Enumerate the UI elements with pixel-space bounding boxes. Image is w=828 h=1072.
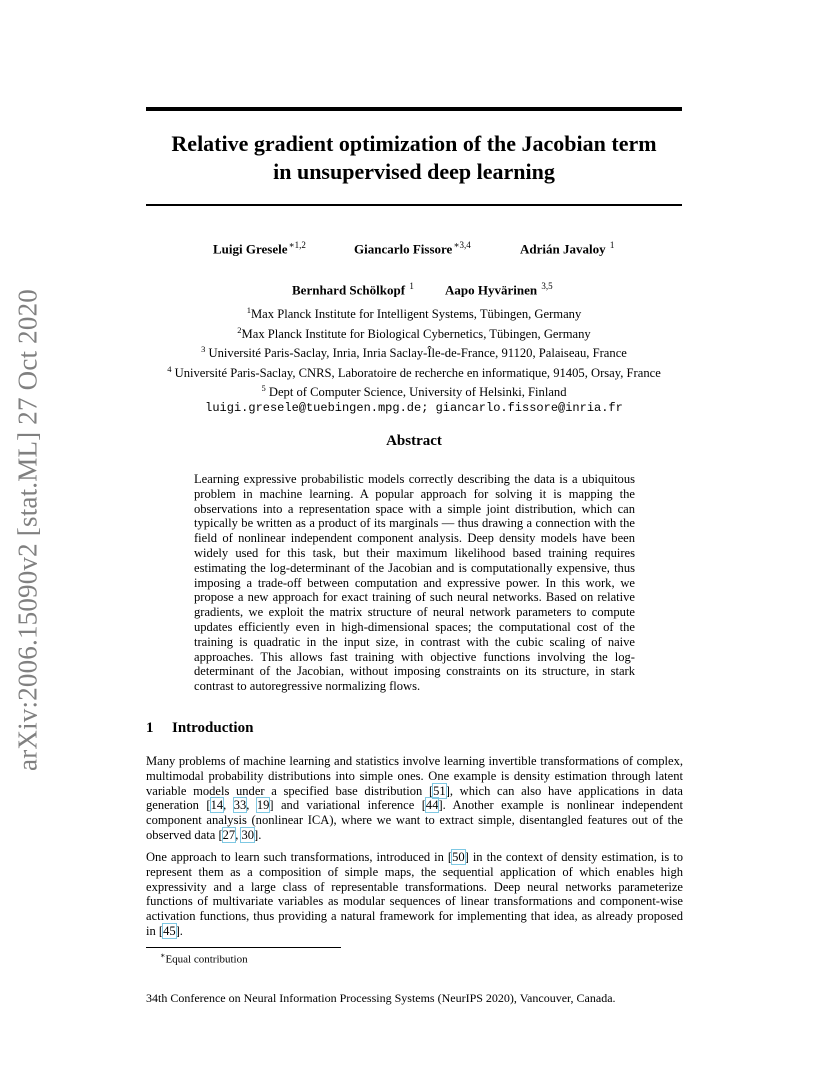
section-heading-introduction bbox=[146, 720, 253, 737]
paper-title bbox=[146, 130, 682, 186]
intro-paragraph-1 bbox=[146, 754, 683, 843]
arxiv-identifier-stamp: arXiv:2006.15090v2 [stat.ML] 27 Oct 2020 bbox=[12, 289, 43, 771]
affiliation-1: $^1$Max Planck Institute for Intelligent Systems, Tübingen, Germany bbox=[246, 305, 582, 322]
author-aapo-hyvarinen: Aapo Hyvärinen $^{3,5}$ bbox=[445, 281, 553, 298]
abstract-heading: Abstract bbox=[386, 433, 442, 449]
citation-link[interactable]: 51 bbox=[433, 783, 446, 798]
paragraph-text: ] in the context of density estimation, is to represent them as a composition of simple maps, the sequential application of which enables high expressivity and a large class of representable transformations. Deep neural networks parameterize functions of multivariate variables as modular sequences of linear transformations and component-wise activation functions, thus providing a natural framework for implementing that idea, as already proposed in [ bbox=[146, 850, 683, 938]
affiliation-2: $^2$Max Planck Institute for Biological Cybernetics, Tübingen, Germany bbox=[237, 324, 591, 341]
paragraph-text: ] and variational inference [ bbox=[269, 798, 426, 813]
author-row-2 bbox=[146, 281, 682, 299]
footnote-equal-contribution: ∗Equal contribution bbox=[160, 951, 248, 966]
section-title: Introduction bbox=[172, 720, 254, 736]
paragraph-text: ], which can also have applications in data generation [ bbox=[146, 783, 683, 813]
paragraph-text: ]. bbox=[254, 827, 262, 842]
citation-link[interactable]: 30 bbox=[241, 827, 255, 842]
title-line-1: Relative gradient optimization of the Jacobian term bbox=[171, 131, 657, 156]
paragraph-text: , bbox=[223, 798, 234, 813]
paragraph-text: ]. Another example is nonlinear independent component analysis (nonlinear ICA), where we want to extract simple, disentangled features out of the observed data [ bbox=[146, 798, 683, 842]
citation-link[interactable]: 27 bbox=[222, 827, 236, 842]
citation-link[interactable]: 19 bbox=[256, 798, 270, 813]
title-top-rule bbox=[146, 107, 682, 111]
affiliation-4: $^4$ Université Paris-Saclay, CNRS, Laboratoire de recherche en informatique, 91405, Orsay, France bbox=[167, 363, 661, 380]
author-giancarlo-fissore: Giancarlo Fissore$^{∗3,4}$ bbox=[354, 240, 471, 257]
affiliation-5: $^5$ Dept of Computer Science, University of Helsinki, Finland bbox=[261, 383, 567, 400]
paragraph-text: One approach to learn such transformations, introduced in [ bbox=[146, 850, 453, 864]
footnote-rule bbox=[146, 947, 341, 948]
author-luigi-gresele: Luigi Gresele$^{∗1,2}$ bbox=[213, 240, 306, 257]
paragraph-text: , bbox=[246, 798, 257, 813]
abstract-text: Learning expressive probabilistic models correctly describing the data is a ubiquitous problem in machine learning. A popular approach for solving it is mapping the observations into a representation space with a simple joint distribution, which can typically be written as a product of its marginals — thus drawing a connection with the field of nonlinear independent component analysis. Deep density models have been widely used for this task, but their maximum likelihood based training requires estimating the log-determinant of the Jacobian and is computationally expensive, thus imposing a trade-off between computation and expressive power. In this work, we propose a new approach for exact training of such neural networks. Based on relative gradients, we exploit the matrix structure of neural network parameters to compute updates efficiently even in high-dimensional spaces; the computational cost of the training is quadratic in the input size, in contrast with the cubic scaling of naive approaches. This allows fast training with objective functions involving the log-determinant of the Jacobian, without imposing constraints on its structure, in stark contrast to autoregressive normalizing flows. bbox=[194, 472, 635, 694]
citation-link[interactable]: 14 bbox=[210, 798, 224, 813]
author-row-1 bbox=[146, 240, 682, 258]
intro-paragraph-2 bbox=[146, 850, 683, 939]
title-bottom-rule bbox=[146, 204, 682, 206]
affiliations bbox=[120, 303, 708, 416]
paragraph-text: Many problems of machine learning and statistics involve learning invertible transformations of complex, multimodal probability distributions into simple ones. One example is density estimation through latent variable models under a specified base distribution [ bbox=[146, 754, 683, 798]
paragraph-text: , bbox=[235, 827, 242, 842]
citation-link[interactable]: 45 bbox=[163, 923, 176, 938]
author-emails[interactable]: luigi.gresele@tuebingen.mpg.de; giancarlo.fissore@inria.fr bbox=[205, 400, 623, 415]
author-bernhard-scholkopf: Bernhard Schölkopf $^1$ bbox=[292, 281, 414, 298]
paragraph-text: ]. bbox=[175, 923, 183, 938]
author-adrian-javaloy: Adrián Javaloy $^1$ bbox=[520, 240, 615, 257]
title-line-2: in unsupervised deep learning bbox=[273, 159, 555, 184]
conference-note: 34th Conference on Neural Information Processing Systems (NeurIPS 2020), Vancouver, Canada. bbox=[146, 991, 616, 1005]
citation-link[interactable]: 50 bbox=[452, 850, 465, 864]
section-number: 1 bbox=[146, 720, 154, 736]
affiliation-3: $^3$ Université Paris-Saclay, Inria, Inria Saclay-Île-de-France, 91120, Palaiseau, France bbox=[201, 344, 627, 361]
citation-link[interactable]: 33 bbox=[233, 798, 247, 813]
citation-link[interactable]: 44 bbox=[425, 798, 439, 813]
